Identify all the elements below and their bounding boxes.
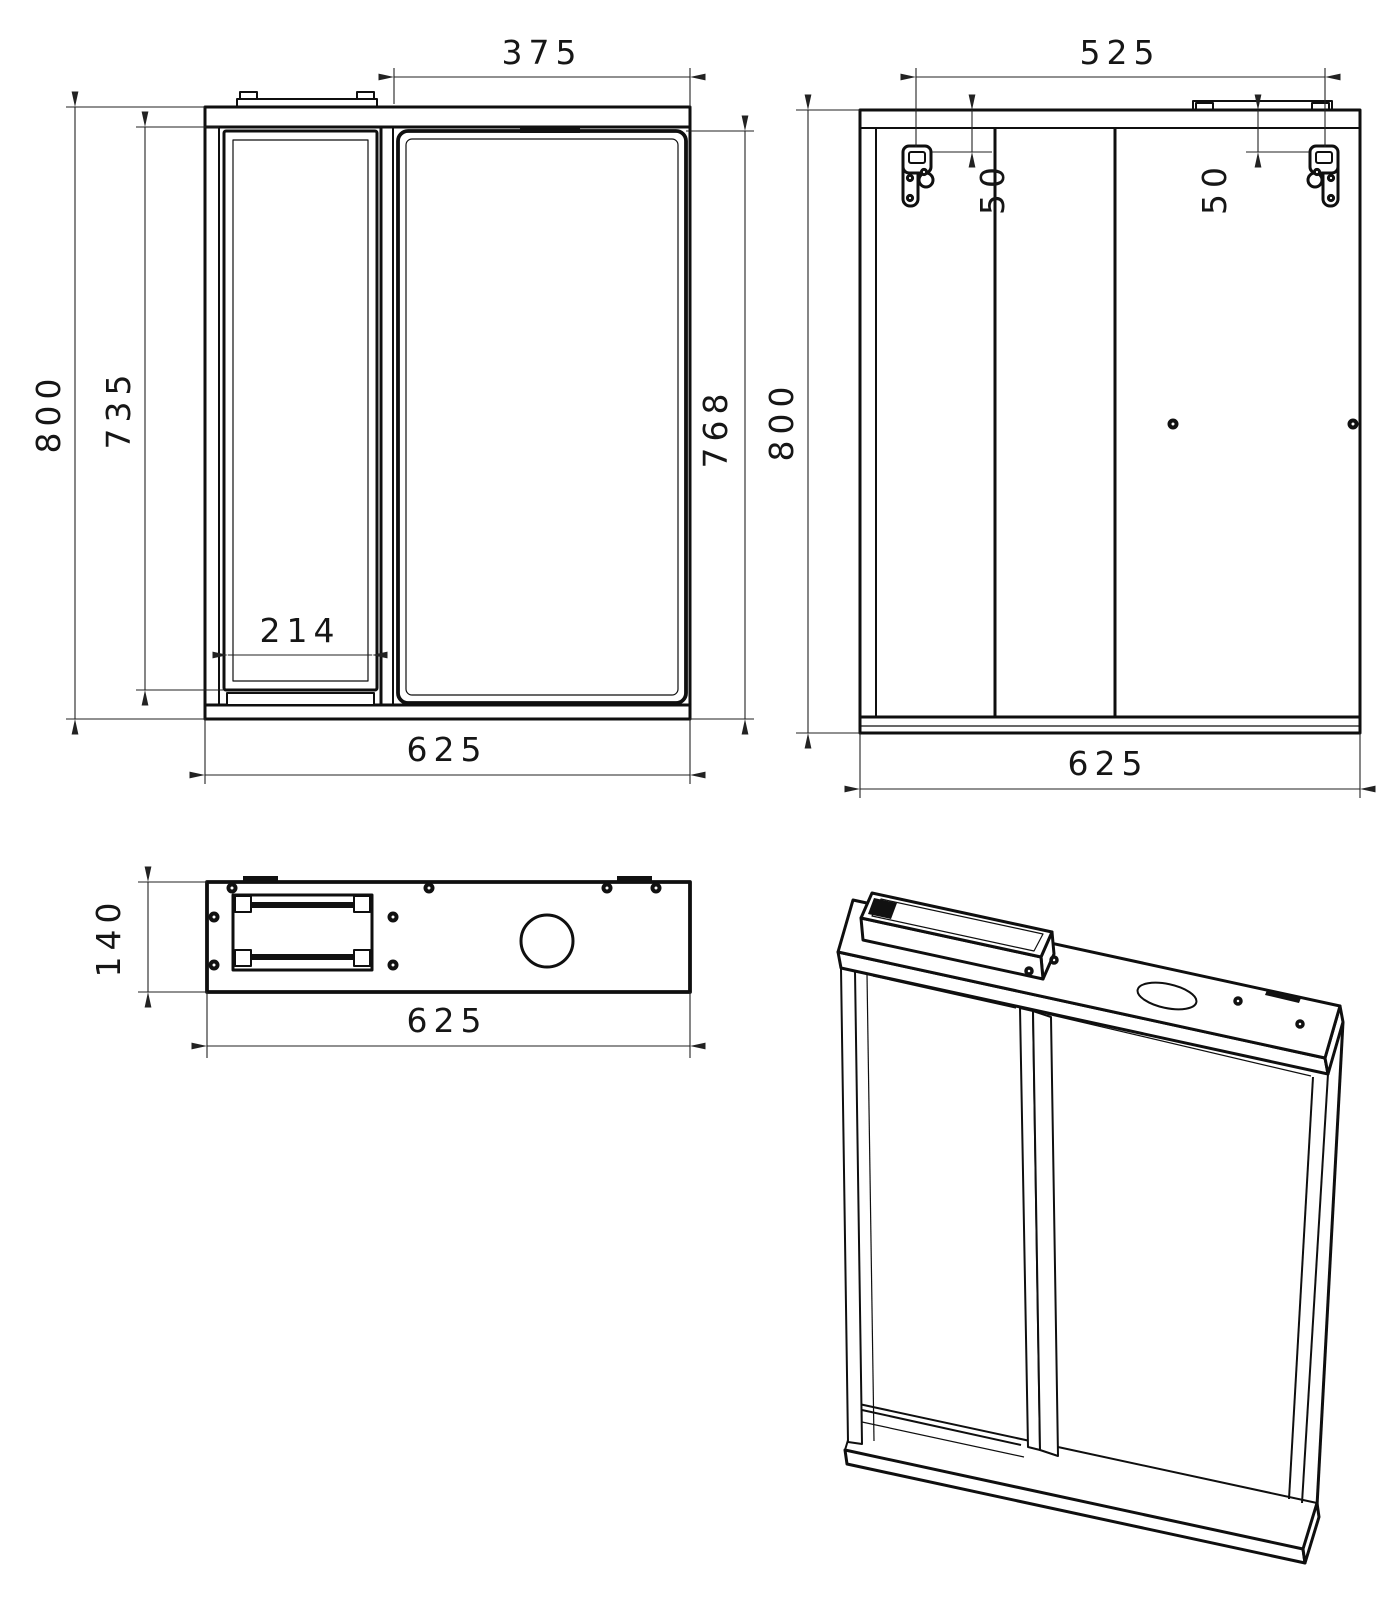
back-view bbox=[762, 33, 1360, 798]
dim-front-shelf-width: 214 bbox=[259, 611, 341, 650]
bracket-hole bbox=[1328, 175, 1333, 180]
top-board bbox=[205, 107, 690, 127]
mount-tab-mark bbox=[243, 876, 278, 882]
bracket-hole bbox=[1314, 169, 1319, 174]
lamp-corner-pad bbox=[235, 950, 251, 966]
front-view bbox=[29, 33, 754, 784]
dim-front-overall-width: 625 bbox=[406, 730, 488, 769]
bracket-slot bbox=[1316, 152, 1332, 163]
dim-back-hanger-offset-right: 50 bbox=[1195, 161, 1234, 215]
lamp-corner-pad bbox=[235, 896, 251, 912]
left-wall-3d-inner bbox=[867, 974, 874, 1441]
bracket-hole bbox=[921, 169, 926, 174]
lamp-corner-pad bbox=[354, 950, 370, 966]
mirror-frame bbox=[398, 131, 686, 703]
dim-top-depth: 140 bbox=[89, 896, 128, 978]
door-panel bbox=[224, 131, 377, 690]
lamp-rail bbox=[233, 902, 372, 908]
dim-back-overall-width: 625 bbox=[1067, 744, 1149, 783]
dim-front-mirror-height: 768 bbox=[696, 387, 735, 469]
bracket-hole bbox=[907, 195, 912, 200]
lamp-rail bbox=[233, 954, 372, 960]
isometric-view bbox=[838, 893, 1343, 1563]
dim-top-overall-width: 625 bbox=[406, 1001, 488, 1040]
mount-tab-mark bbox=[617, 876, 652, 882]
dim-back-hanger-offset-left: 50 bbox=[973, 161, 1012, 215]
top-view bbox=[89, 876, 690, 1058]
dim-front-door-height: 735 bbox=[99, 368, 138, 450]
lamp-housing bbox=[233, 895, 372, 970]
bottom-board bbox=[205, 705, 690, 719]
bracket-slot bbox=[909, 152, 925, 163]
bracket-hole bbox=[1328, 195, 1333, 200]
lamp-corner-pad bbox=[354, 896, 370, 912]
dim-front-overall-height: 800 bbox=[29, 372, 68, 454]
back-panel-outline bbox=[860, 110, 1360, 733]
dim-back-overall-height: 800 bbox=[762, 380, 801, 462]
under-door-shelf-edge bbox=[227, 693, 374, 705]
right-wall-3d-inner bbox=[1289, 1077, 1313, 1499]
right-wall-3d-front bbox=[1302, 1074, 1328, 1503]
left-wall-3d bbox=[841, 968, 862, 1444]
bracket-hole bbox=[907, 175, 912, 180]
light-shade-edge bbox=[520, 126, 580, 133]
right-wall-3d-outer bbox=[1317, 1022, 1343, 1506]
dim-back-hanger-span: 525 bbox=[1079, 33, 1161, 72]
dim-front-mirror-width: 375 bbox=[501, 33, 583, 72]
